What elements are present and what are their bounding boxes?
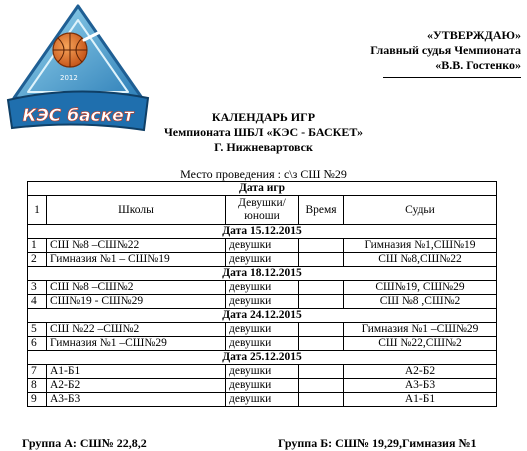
- col-header-schools: Школы: [47, 196, 226, 225]
- table-row: [28, 323, 497, 337]
- table-title-row: [28, 182, 497, 196]
- game-schools: Гимназия №1 –СШ№29: [47, 337, 226, 351]
- date-row: [28, 351, 497, 365]
- game-number: 5: [28, 323, 47, 337]
- game-number: 1: [28, 239, 47, 253]
- date-label: Дата 25.12.2015: [28, 351, 497, 365]
- approval-position: Главный судья Чемпионата: [370, 43, 521, 57]
- game-category: девушки: [226, 281, 299, 295]
- game-schools: А3-Б3: [47, 393, 226, 407]
- game-category: девушки: [226, 253, 299, 267]
- approval-name: «В.В. Гостенко»: [435, 58, 521, 72]
- game-time: [299, 337, 344, 351]
- game-category: девушки: [226, 379, 299, 393]
- table-row: [28, 281, 497, 295]
- game-schools: СШ №8 –СШ№22: [47, 239, 226, 253]
- game-schools: Гимназия №1 – СШ№19: [47, 253, 226, 267]
- game-referees: СШ №8,СШ№22: [344, 253, 497, 267]
- game-schools: А1-Б1: [47, 365, 226, 379]
- game-number: 4: [28, 295, 47, 309]
- game-schools: СШ №22 –СШ№2: [47, 323, 226, 337]
- game-referees: Гимназия №1 –СШ№29: [344, 323, 497, 337]
- game-referees: СШ №8 ,СШ№2: [344, 295, 497, 309]
- game-time: [299, 281, 344, 295]
- game-category: девушки: [226, 393, 299, 407]
- date-row: [28, 267, 497, 281]
- table-row: [28, 365, 497, 379]
- group-b: Группа Б: СШ№ 19,29,Гимназия №1: [278, 436, 477, 450]
- game-number: 6: [28, 337, 47, 351]
- game-category: девушки: [226, 239, 299, 253]
- game-category: девушки: [226, 365, 299, 379]
- date-label: Дата 15.12.2015: [28, 225, 497, 239]
- table-header-row: [28, 196, 497, 225]
- logo-year: 2012: [60, 74, 78, 82]
- date-row: [28, 309, 497, 323]
- document-heading: [0, 110, 527, 155]
- game-category: девушки: [226, 337, 299, 351]
- logo-text: КЭС баскет: [22, 106, 134, 126]
- schedule-table: [27, 181, 497, 407]
- signature-line: [383, 77, 521, 78]
- heading-championship: Чемпионата ШБЛ «КЭС - БАСКЕТ»: [163, 125, 364, 139]
- game-number: 9: [28, 393, 47, 407]
- table-row: [28, 379, 497, 393]
- game-referees: СШ№19, СШ№29: [344, 281, 497, 295]
- game-number: 2: [28, 253, 47, 267]
- col-header-number: 1: [28, 196, 47, 225]
- table-row: [28, 253, 497, 267]
- game-time: [299, 253, 344, 267]
- game-time: [299, 239, 344, 253]
- game-referees: А3-Б3: [344, 379, 497, 393]
- table-row: [28, 295, 497, 309]
- game-schools: СШ№19 - СШ№29: [47, 295, 226, 309]
- game-time: [299, 393, 344, 407]
- game-schools: А2-Б2: [47, 379, 226, 393]
- heading-city: Г. Нижневартовск: [214, 140, 313, 154]
- col-header-referees: Судьи: [344, 196, 497, 225]
- game-number: 3: [28, 281, 47, 295]
- date-label: Дата 24.12.2015: [28, 309, 497, 323]
- game-time: [299, 379, 344, 393]
- game-time: [299, 295, 344, 309]
- game-referees: Гимназия №1,СШ№19: [344, 239, 497, 253]
- game-number: 7: [28, 365, 47, 379]
- game-number: 8: [28, 379, 47, 393]
- table-row: [28, 337, 497, 351]
- col-header-time: Время: [299, 196, 344, 225]
- date-label: Дата 18.12.2015: [28, 267, 497, 281]
- approval-title: «УТВЕРЖДАЮ»: [426, 28, 521, 42]
- game-referees: А1-Б1: [344, 393, 497, 407]
- approval-block: [331, 28, 521, 73]
- game-referees: А2-Б2: [344, 365, 497, 379]
- game-category: девушки: [226, 295, 299, 309]
- game-schools: СШ №8 –СШ№2: [47, 281, 226, 295]
- heading-title: КАЛЕНДАРЬ ИГР: [211, 110, 316, 124]
- group-a: Группа А: СШ№ 22,8,2: [22, 436, 147, 450]
- table-title: Дата игр: [28, 182, 497, 196]
- venue-text: Место проведения : с\з СШ №29: [180, 167, 347, 181]
- col-header-category: Девушки/ юноши: [226, 196, 299, 225]
- game-referees: СШ №22,СШ№2: [344, 337, 497, 351]
- game-time: [299, 323, 344, 337]
- table-row: [28, 393, 497, 407]
- game-category: девушки: [226, 323, 299, 337]
- date-row: [28, 225, 497, 239]
- table-row: [28, 239, 497, 253]
- game-time: [299, 365, 344, 379]
